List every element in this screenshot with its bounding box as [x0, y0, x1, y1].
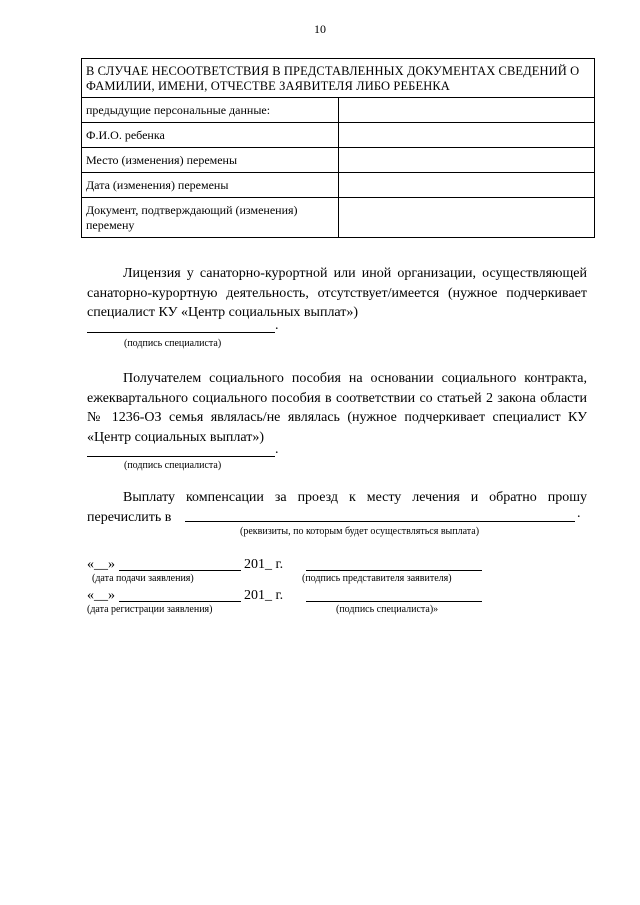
row-label: Место (изменения) перемены: [82, 148, 339, 173]
period: .: [275, 442, 279, 457]
row-label: предыдущие персональные данные:: [82, 98, 339, 123]
row-value-field[interactable]: [338, 173, 595, 198]
payment-details-line[interactable]: [185, 521, 575, 522]
license-signature-line[interactable]: [87, 332, 275, 333]
license-text: Лицензия у санаторно-курортной или иной организации, осуществляющей санаторно-курортную деятельность, отсутствует/имеется (нужное подчеркивает специалист КУ «Центр социальных выплат»): [87, 266, 587, 320]
benefit-paragraph: [87, 369, 587, 447]
page-number: 10: [314, 22, 326, 36]
submission-year: 201_ г.: [244, 557, 284, 572]
name-mismatch-table: [81, 58, 595, 238]
registration-year: 201_ г.: [244, 588, 284, 603]
submission-month-line[interactable]: [119, 570, 241, 571]
row-label: Дата (изменения) перемены: [82, 173, 339, 198]
registration-month-line[interactable]: [119, 601, 241, 602]
period: .: [577, 506, 581, 521]
specialist-signature-caption: (подпись специалиста)»: [336, 604, 439, 615]
license-paragraph: [87, 264, 587, 323]
license-signature-caption: (подпись специалиста): [124, 338, 222, 349]
row-label: Ф.И.О. ребенка: [82, 123, 339, 148]
benefit-signature-line[interactable]: [87, 456, 275, 457]
payment-text: Выплату компенсации за проезд к месту лечения и обратно прошу перечислить в: [87, 490, 587, 525]
row-value-field[interactable]: [338, 148, 595, 173]
table-row: [82, 173, 595, 198]
specialist-signature-line[interactable]: [306, 601, 482, 602]
payment-details-caption: (реквизиты, по которым будет осуществляться выплата): [240, 526, 480, 537]
benefit-text: Получателем социального пособия на основании социального контракта, ежеквартального социального пособия в соответствии со статьей 2 закона области № 1236-ОЗ семья являлась/не являлась (нужное подчеркивает специалист КУ «Центр социальных выплат»): [87, 371, 587, 445]
registration-date-caption: (дата регистрации заявления): [87, 604, 213, 615]
row-label: Документ, подтверждающий (изменения) перемену: [82, 198, 339, 238]
table-row: [82, 98, 595, 123]
row-value-field[interactable]: [338, 98, 595, 123]
representative-signature-caption: (подпись представителя заявителя): [302, 573, 452, 584]
submission-date-caption: (дата подачи заявления): [92, 573, 194, 584]
table-row: [82, 148, 595, 173]
row-value-field[interactable]: [338, 123, 595, 148]
table-row: [82, 123, 595, 148]
table-row: [82, 198, 595, 238]
row-value-field[interactable]: [338, 198, 595, 238]
registration-day-field[interactable]: «__»: [87, 588, 115, 603]
period: .: [275, 318, 279, 333]
submission-day-field[interactable]: «__»: [87, 557, 115, 572]
representative-signature-line[interactable]: [306, 570, 482, 571]
table-header: В СЛУЧАЕ НЕСООТВЕТСТВИЯ В ПРЕДСТАВЛЕННЫХ ДОКУМЕНТАХ СВЕДЕНИЙ О ФАМИЛИИ, ИМЕНИ, ОТЧЕСТВЕ ЗАЯВИТЕЛЯ ЛИБО РЕБЕНКА: [82, 59, 595, 98]
benefit-signature-caption: (подпись специалиста): [124, 460, 222, 471]
